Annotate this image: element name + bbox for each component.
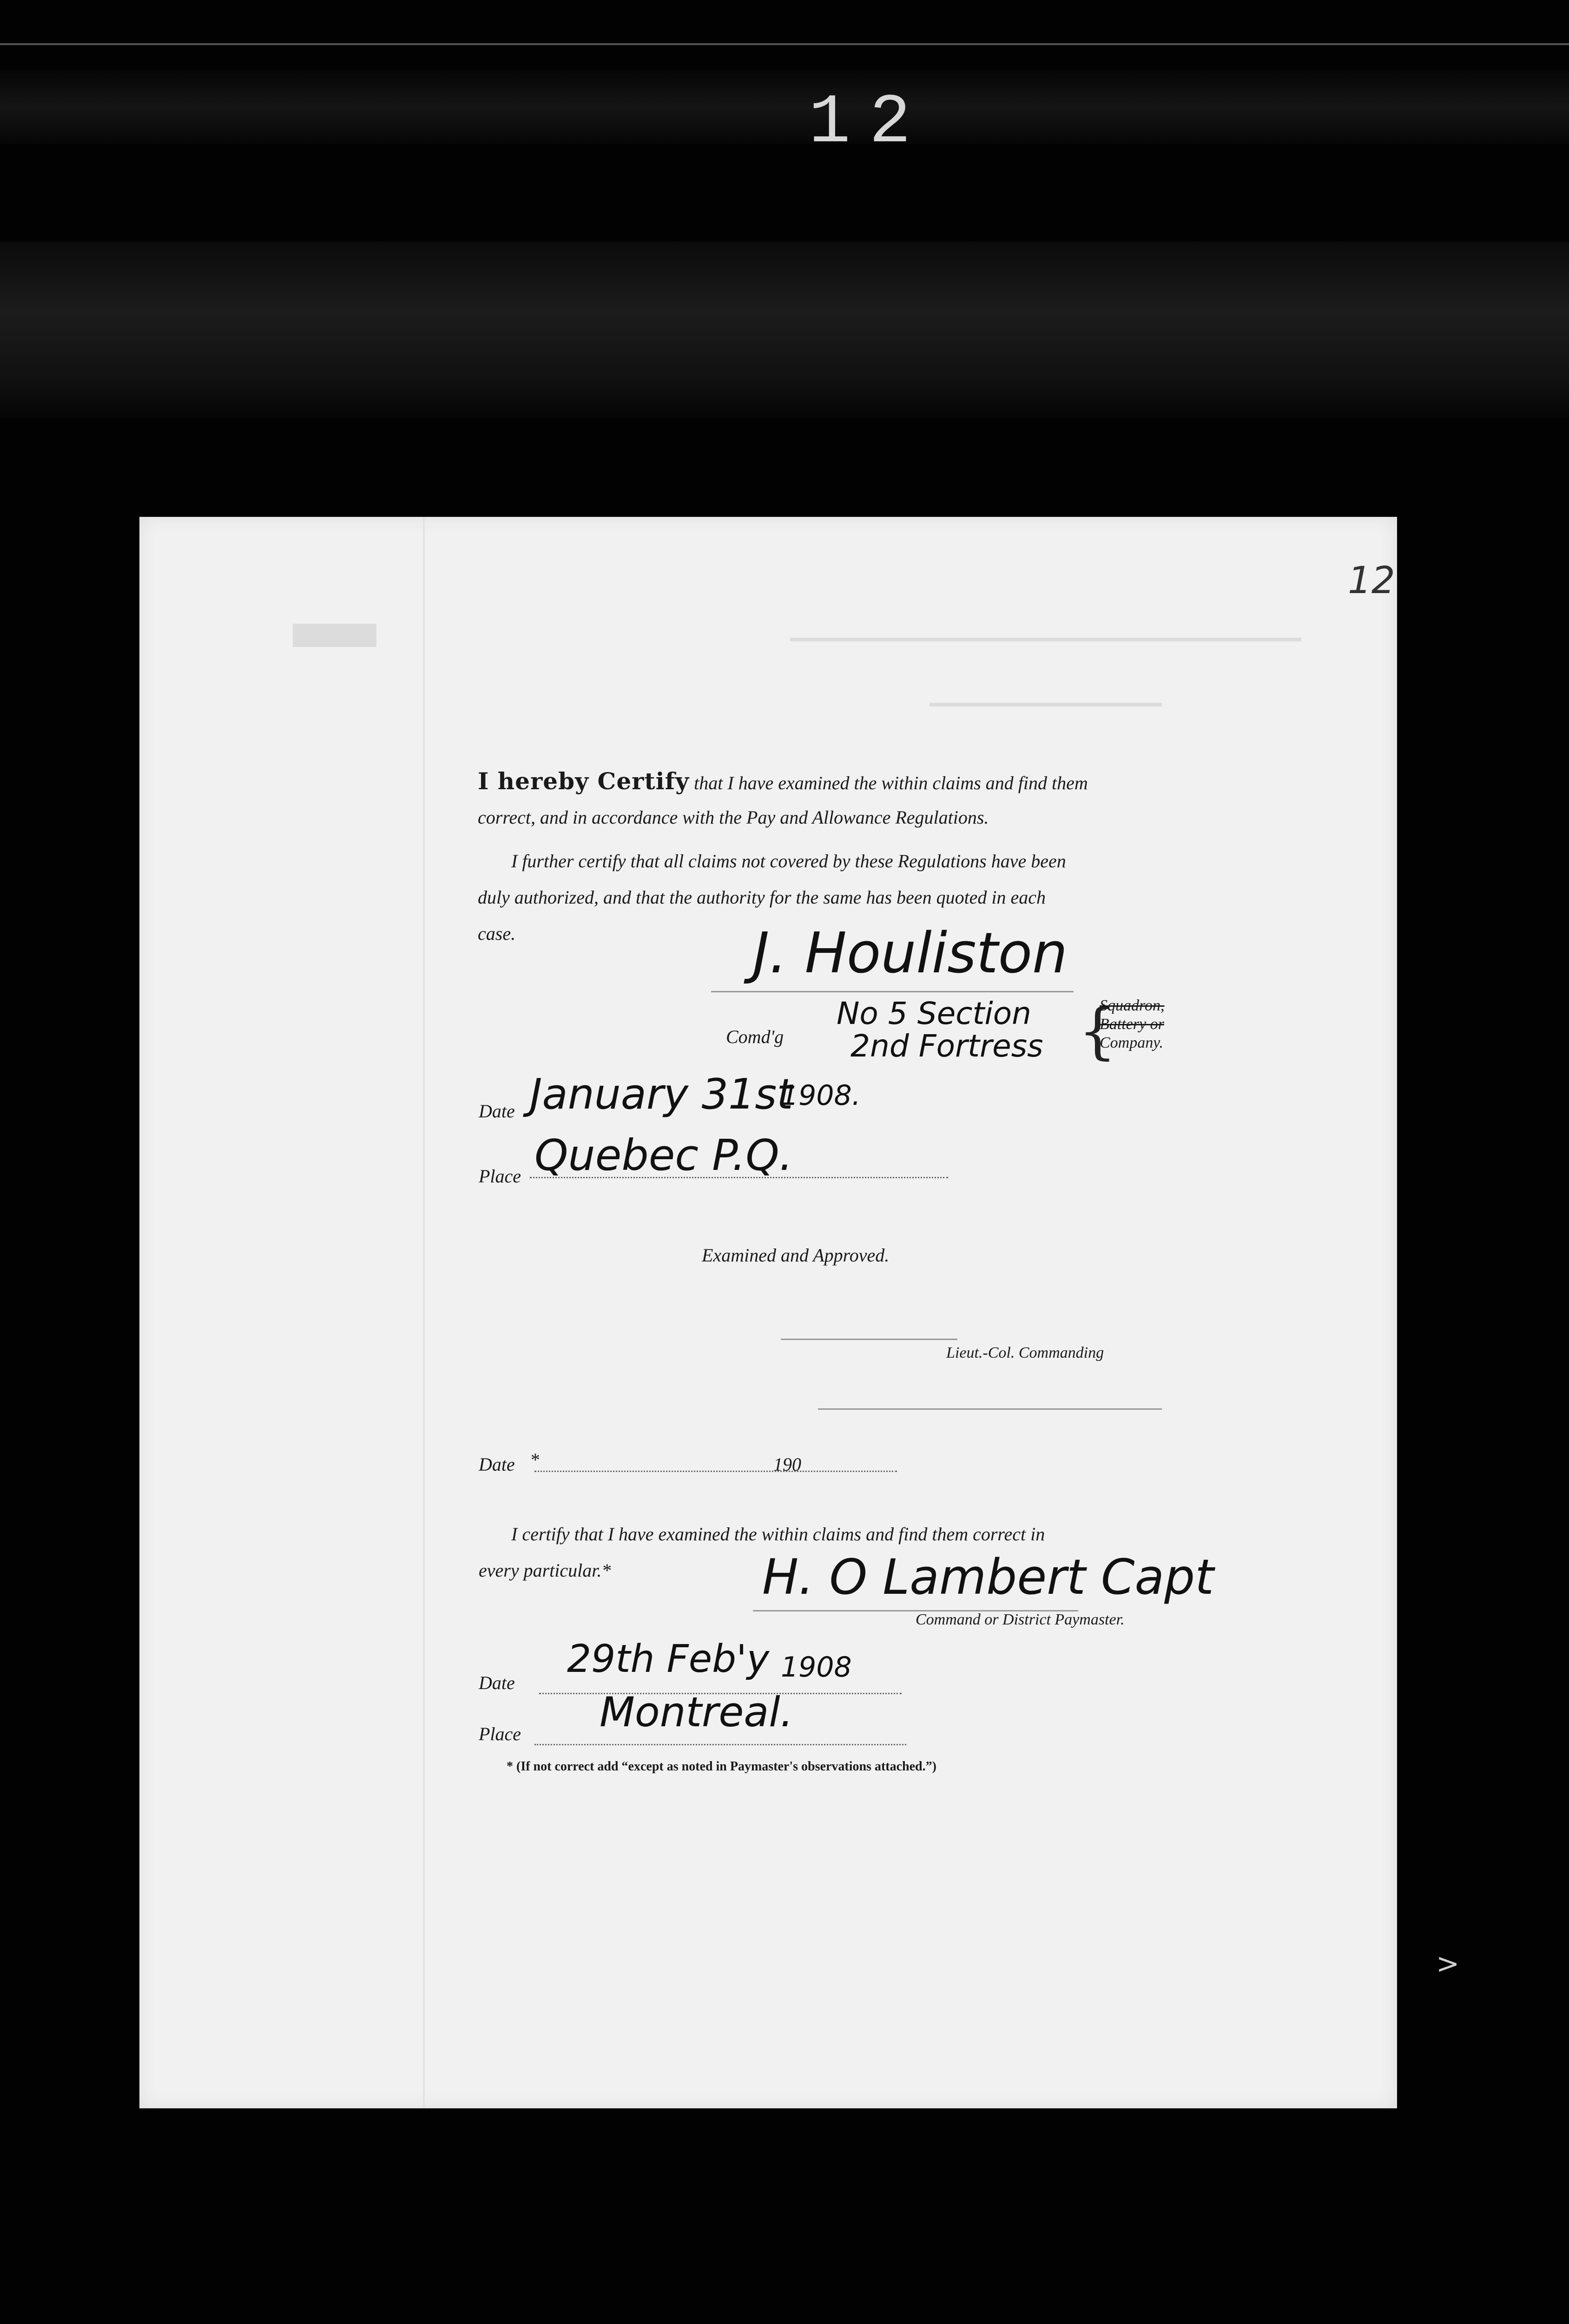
date-year-3: 1908 bbox=[781, 1651, 852, 1684]
signature-paymaster: H. O Lambert Capt bbox=[762, 1549, 1214, 1605]
place-label-2: Place bbox=[479, 1723, 521, 1744]
date-label-1: Date bbox=[479, 1101, 515, 1122]
date-2-star: * bbox=[530, 1449, 539, 1470]
lieut-col-signature-line bbox=[781, 1339, 957, 1340]
date-year-1: 1908. bbox=[781, 1079, 861, 1112]
paymaster-label: Command or District Paymaster. bbox=[916, 1611, 1125, 1628]
certify-heading: I hereby Certify bbox=[478, 767, 690, 795]
unit-option-squadron: Squadron, bbox=[1100, 997, 1165, 1014]
bleed-through-mark bbox=[790, 638, 1301, 641]
certify-line-2: correct, and in accordance with the Pay and Allowance Regulations. bbox=[478, 807, 989, 828]
lieut-col-label: Lieut.-Col. Commanding bbox=[946, 1344, 1104, 1361]
certify-line-1 bbox=[478, 763, 1361, 801]
signature-line bbox=[711, 991, 1074, 992]
bleed-through-mark bbox=[293, 624, 376, 647]
place-label-1: Place bbox=[479, 1166, 521, 1187]
unit-option-company: Company. bbox=[1100, 1034, 1163, 1051]
date-value-3: 29th Feb'y bbox=[567, 1637, 770, 1681]
footnote: * (If not correct add “except as noted in Paymaster's observations attached.”) bbox=[507, 1759, 936, 1774]
unit-option-battery: Battery or bbox=[1100, 1016, 1164, 1033]
date-line-2 bbox=[534, 1471, 897, 1472]
film-band-bleed bbox=[0, 242, 1569, 418]
unit-line-1: No 5 Section bbox=[837, 996, 1031, 1031]
film-top-line bbox=[0, 43, 1569, 45]
signature-officer: J. Houliston bbox=[753, 921, 1068, 986]
unit-line-2: 2nd Fortress bbox=[850, 1028, 1043, 1064]
place-value-1: Quebec P.Q. bbox=[534, 1130, 793, 1180]
place-value-2: Montreal. bbox=[600, 1688, 793, 1736]
further-line-1: I further certify that all claims not covered by these Regulations have been bbox=[511, 851, 1066, 872]
place-line-1 bbox=[530, 1177, 948, 1178]
further-line-2: duly authorized, and that the authority for the same has been quoted in each bbox=[478, 887, 1046, 908]
edge-artifact: > bbox=[1436, 1948, 1460, 1980]
frame-number: 12 bbox=[809, 84, 930, 163]
commanding-label: Comd'g bbox=[726, 1026, 784, 1047]
certify-text-1: that I have examined the within claims and find them bbox=[694, 772, 1088, 793]
page-fold bbox=[423, 517, 425, 2108]
handwritten-page-number: 12 bbox=[1348, 559, 1395, 602]
place-line-2 bbox=[534, 1744, 906, 1745]
date-year-2: 190 bbox=[773, 1454, 801, 1475]
paymaster-line-1: I certify that I have examined the within claims and find them correct in bbox=[511, 1524, 1045, 1545]
document-page bbox=[139, 517, 1397, 2108]
date-label-2: Date bbox=[479, 1454, 515, 1475]
date-label-3: Date bbox=[479, 1672, 515, 1693]
date-value-1: January 31st bbox=[530, 1070, 793, 1119]
examined-approved: Examined and Approved. bbox=[702, 1245, 890, 1266]
bleed-through-mark bbox=[930, 703, 1162, 706]
blank-line bbox=[818, 1408, 1162, 1410]
brace-symbol: { bbox=[1078, 996, 1117, 1066]
paymaster-line-2: every particular.* bbox=[479, 1560, 611, 1581]
film-band-top bbox=[0, 70, 1569, 144]
further-line-3: case. bbox=[478, 923, 516, 944]
